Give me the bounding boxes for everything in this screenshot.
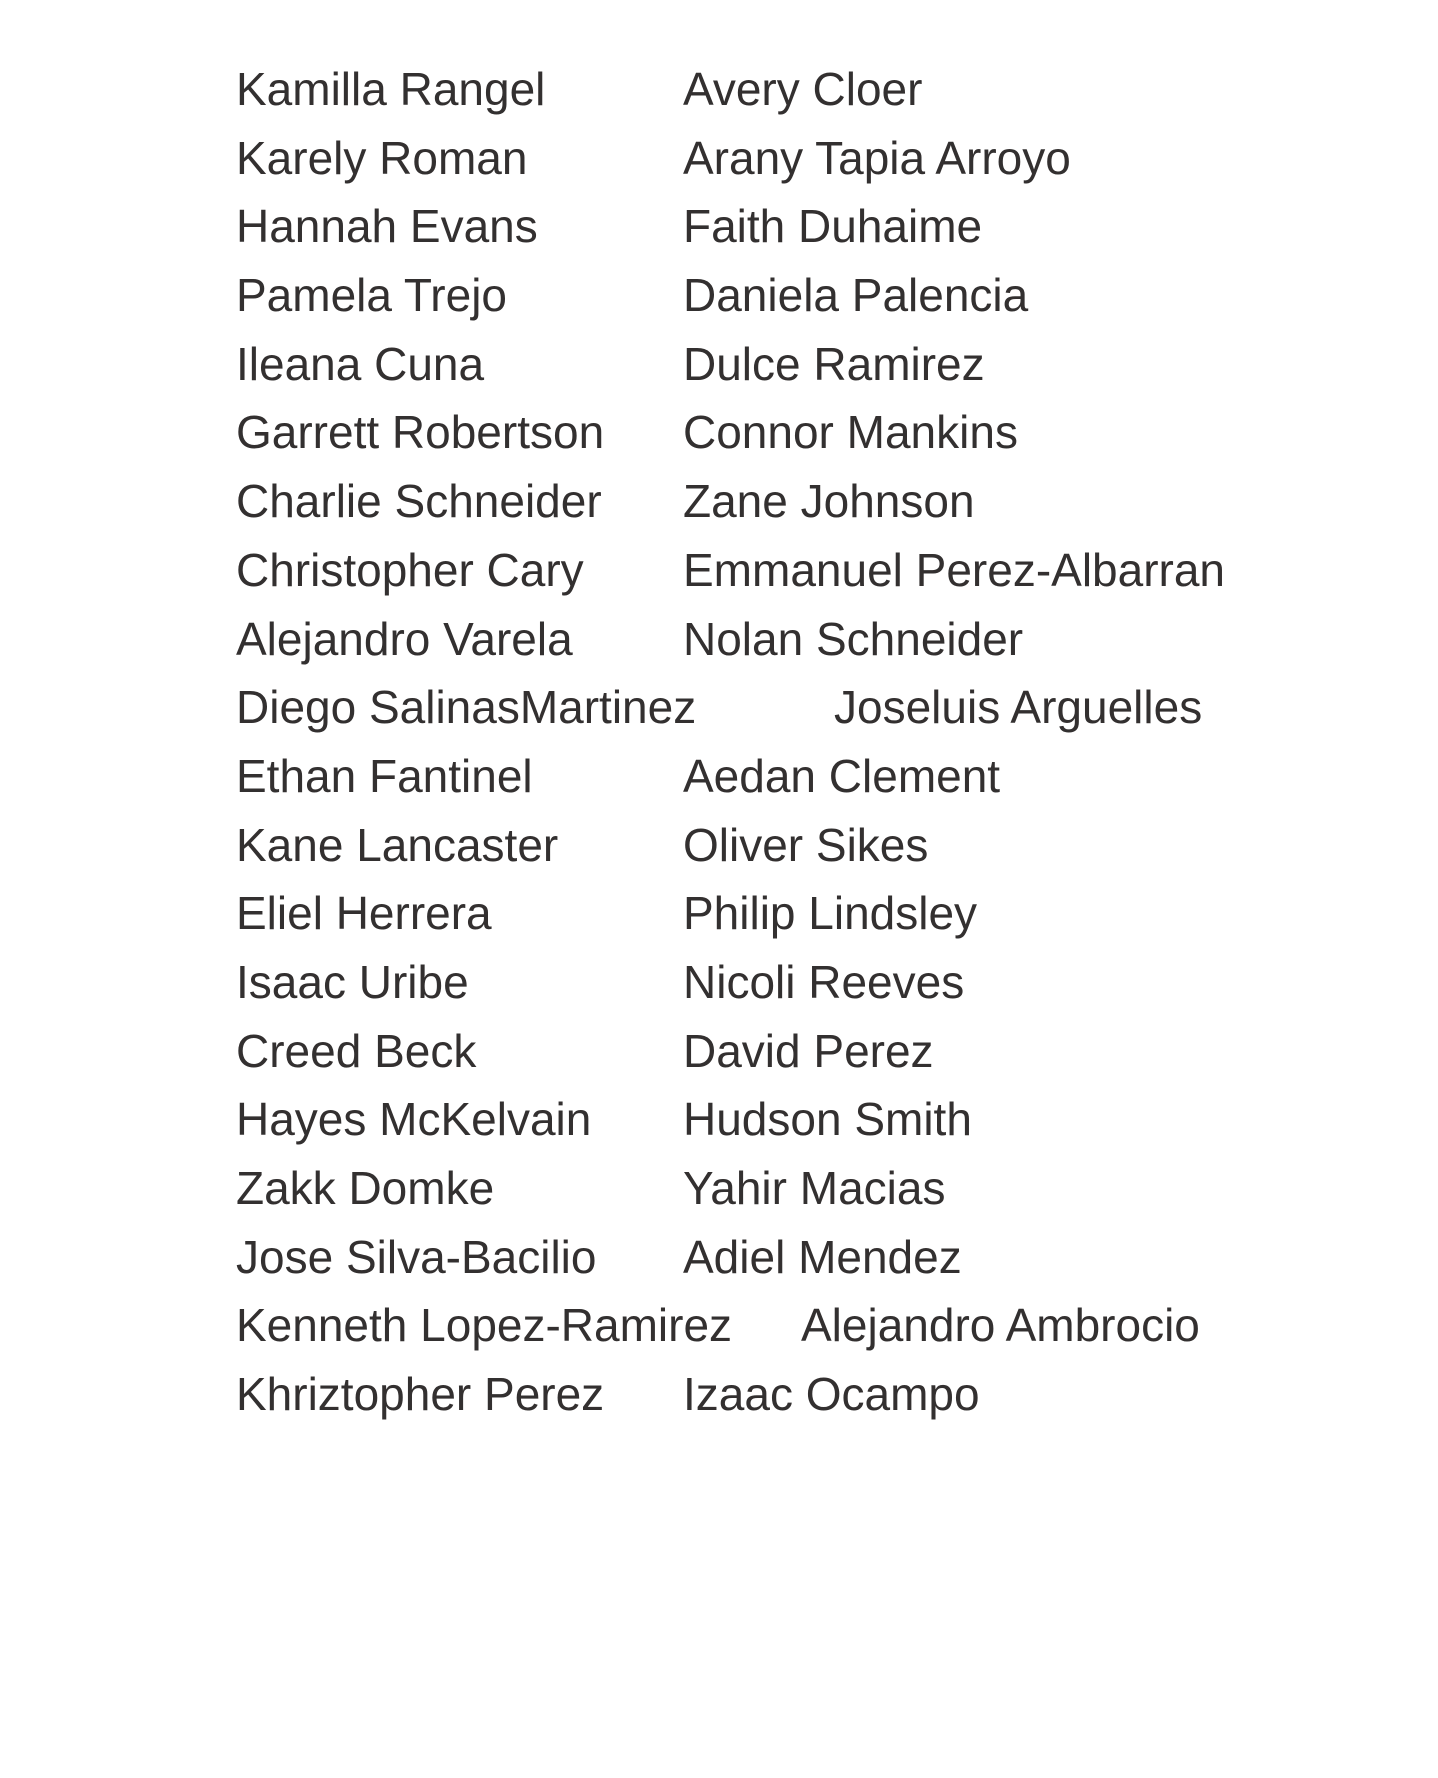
name-row	[0, 605, 1438, 674]
name-left: Garrett Robertson	[236, 406, 605, 459]
name-right: David Perez	[683, 1024, 934, 1077]
name-left: Ethan Fantinel	[236, 749, 533, 802]
name-row	[0, 948, 1438, 1017]
name-row	[0, 261, 1438, 330]
name-left: Creed Beck	[236, 1024, 477, 1077]
name-left: Isaac Uribe	[236, 955, 469, 1008]
name-left: Christopher Cary	[236, 543, 584, 596]
name-row	[0, 879, 1438, 948]
name-right: Connor Mankins	[683, 406, 1018, 459]
name-list	[0, 55, 1438, 1429]
name-right: Avery Cloer	[683, 63, 923, 115]
name-right: Emmanuel Perez-Albarran	[683, 543, 1226, 596]
name-row	[0, 1223, 1438, 1292]
name-left: Ileana Cuna	[236, 337, 485, 390]
name-row	[0, 467, 1438, 536]
name-right: Oliver Sikes	[683, 818, 929, 871]
name-row	[0, 673, 1438, 742]
name-right: Nolan Schneider	[683, 612, 1024, 665]
name-row	[0, 124, 1438, 193]
name-left: Charlie Schneider	[236, 475, 602, 528]
name-left: Karely Roman	[236, 131, 528, 184]
name-row	[0, 811, 1438, 880]
name-right: Nicoli Reeves	[683, 955, 965, 1008]
name-right: Faith Duhaime	[683, 200, 983, 253]
name-right: Adiel Mendez	[683, 1230, 962, 1283]
name-left: Pamela Trejo	[236, 269, 508, 322]
name-row	[0, 742, 1438, 811]
name-right: Hudson Smith	[683, 1093, 972, 1146]
name-right: Aedan Clement	[683, 749, 1001, 802]
name-left: Kenneth Lopez-Ramirez	[236, 1299, 733, 1352]
name-row	[0, 192, 1438, 261]
name-row	[0, 1360, 1438, 1429]
name-left: Jose Silva-Bacilio	[236, 1230, 597, 1283]
name-left: Kane Lancaster	[236, 818, 559, 871]
name-row	[0, 536, 1438, 605]
name-row	[0, 1154, 1438, 1223]
name-left: Hayes McKelvain	[236, 1093, 592, 1146]
name-right: Zane Johnson	[683, 475, 975, 528]
name-right: Yahir Macias	[683, 1162, 946, 1214]
name-right: Philip Lindsley	[683, 887, 978, 940]
name-row	[0, 1017, 1438, 1086]
name-left: Eliel Herrera	[236, 887, 492, 940]
name-row	[0, 1085, 1438, 1154]
name-right: Alejandro Ambrocio	[801, 1299, 1200, 1352]
name-row	[0, 55, 1438, 124]
name-left: Zakk Domke	[236, 1162, 495, 1214]
name-row	[0, 398, 1438, 467]
name-right: Joseluis Arguelles	[834, 681, 1203, 734]
name-left: Khriztopher Perez	[236, 1368, 605, 1421]
name-right: Arany Tapia Arroyo	[683, 131, 1071, 184]
name-right: Dulce Ramirez	[683, 337, 985, 390]
name-left: Kamilla Rangel	[236, 63, 546, 115]
name-row	[0, 1291, 1438, 1360]
name-left: Alejandro Varela	[236, 612, 573, 665]
name-right: Izaac Ocampo	[683, 1368, 980, 1421]
name-left: Diego SalinasMartinez	[236, 681, 697, 734]
name-left: Hannah Evans	[236, 200, 538, 253]
name-row	[0, 330, 1438, 399]
name-right: Daniela Palencia	[683, 269, 1029, 322]
